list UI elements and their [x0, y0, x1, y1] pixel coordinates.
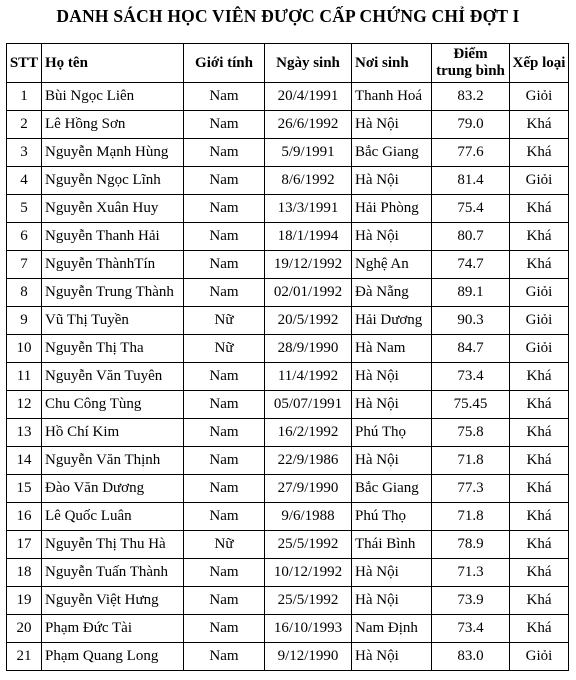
cell-dob: 9/12/1990 — [265, 643, 352, 671]
cell-score: 75.4 — [432, 195, 510, 223]
cell-dob: 13/3/1991 — [265, 195, 352, 223]
cell-stt: 9 — [7, 307, 42, 335]
cell-rank: Giỏi — [510, 167, 569, 195]
cell-birthplace: Hà Nội — [352, 643, 432, 671]
cell-score: 83.2 — [432, 83, 510, 111]
table-row — [7, 643, 569, 671]
header-birthplace: Nơi sinh — [352, 44, 432, 83]
cell-stt: 3 — [7, 139, 42, 167]
cell-birthplace: Nam Định — [352, 615, 432, 643]
cell-name: Nguyễn Thanh Hải — [42, 223, 184, 251]
cell-name: Nguyễn Thị Tha — [42, 335, 184, 363]
cell-rank: Khá — [510, 391, 569, 419]
cell-birthplace: Thái Bình — [352, 531, 432, 559]
cell-gender: Nam — [184, 587, 265, 615]
cell-rank: Khá — [510, 559, 569, 587]
cell-gender: Nam — [184, 195, 265, 223]
cell-score: 74.7 — [432, 251, 510, 279]
cell-gender: Nam — [184, 279, 265, 307]
cell-birthplace: Hải Phòng — [352, 195, 432, 223]
header-gender: Giới tính — [184, 44, 265, 83]
cell-birthplace: Hà Nội — [352, 587, 432, 615]
cell-name: Nguyễn ThànhTín — [42, 251, 184, 279]
table-row — [7, 167, 569, 195]
cell-dob: 26/6/1992 — [265, 111, 352, 139]
cell-stt: 10 — [7, 335, 42, 363]
cell-birthplace: Hà Nam — [352, 335, 432, 363]
cell-rank: Giỏi — [510, 643, 569, 671]
cell-dob: 19/12/1992 — [265, 251, 352, 279]
header-rank: Xếp loại — [510, 44, 569, 83]
cell-score: 77.6 — [432, 139, 510, 167]
cell-dob: 22/9/1986 — [265, 447, 352, 475]
cell-gender: Nam — [184, 643, 265, 671]
cell-dob: 25/5/1992 — [265, 587, 352, 615]
table-row — [7, 223, 569, 251]
header-score-line2: trung bình — [436, 63, 505, 79]
cell-name: Nguyễn Trung Thành — [42, 279, 184, 307]
table-body — [7, 83, 569, 671]
cell-birthplace: Bắc Giang — [352, 139, 432, 167]
cell-dob: 20/5/1992 — [265, 307, 352, 335]
cell-rank: Khá — [510, 195, 569, 223]
cell-birthplace: Hà Nội — [352, 111, 432, 139]
cell-dob: 16/10/1993 — [265, 615, 352, 643]
cell-rank: Giỏi — [510, 307, 569, 335]
cell-name: Lê Quốc Luân — [42, 503, 184, 531]
header-score-line1: Điểm — [453, 46, 488, 62]
cell-dob: 28/9/1990 — [265, 335, 352, 363]
cell-dob: 8/6/1992 — [265, 167, 352, 195]
table-row — [7, 307, 569, 335]
cell-score: 71.8 — [432, 447, 510, 475]
table-row — [7, 615, 569, 643]
cell-dob: 5/9/1991 — [265, 139, 352, 167]
cell-gender: Nam — [184, 251, 265, 279]
cell-stt: 15 — [7, 475, 42, 503]
cell-rank: Giỏi — [510, 279, 569, 307]
cell-gender: Nam — [184, 83, 265, 111]
cell-rank: Khá — [510, 587, 569, 615]
cell-name: Nguyễn Ngọc Lĩnh — [42, 167, 184, 195]
cell-name: Chu Công Tùng — [42, 391, 184, 419]
cell-birthplace: Phú Thọ — [352, 419, 432, 447]
cell-rank: Khá — [510, 363, 569, 391]
table-row — [7, 391, 569, 419]
cell-rank: Khá — [510, 503, 569, 531]
cell-gender: Nữ — [184, 307, 265, 335]
cell-dob: 02/01/1992 — [265, 279, 352, 307]
table-row — [7, 195, 569, 223]
cell-name: Lê Hồng Sơn — [42, 111, 184, 139]
cell-stt: 12 — [7, 391, 42, 419]
cell-score: 73.9 — [432, 587, 510, 615]
cell-stt: 8 — [7, 279, 42, 307]
cell-score: 75.45 — [432, 391, 510, 419]
table-row — [7, 503, 569, 531]
cell-score: 75.8 — [432, 419, 510, 447]
cell-rank: Giỏi — [510, 83, 569, 111]
cell-name: Phạm Quang Long — [42, 643, 184, 671]
table-row — [7, 587, 569, 615]
header-stt: STT — [7, 44, 42, 83]
cell-gender: Nam — [184, 167, 265, 195]
header-dob: Ngày sinh — [265, 44, 352, 83]
cell-rank: Khá — [510, 447, 569, 475]
cell-stt: 14 — [7, 447, 42, 475]
cell-gender: Nam — [184, 139, 265, 167]
cell-name: Nguyễn Xuân Huy — [42, 195, 184, 223]
cell-name: Nguyễn Văn Thịnh — [42, 447, 184, 475]
cell-gender: Nam — [184, 503, 265, 531]
cell-dob: 10/12/1992 — [265, 559, 352, 587]
page-title: DANH SÁCH HỌC VIÊN ĐƯỢC CẤP CHỨNG CHỈ ĐỢT I — [56, 6, 520, 26]
cell-score: 79.0 — [432, 111, 510, 139]
cell-rank: Khá — [510, 139, 569, 167]
cell-stt: 16 — [7, 503, 42, 531]
cell-birthplace: Hà Nội — [352, 559, 432, 587]
cell-birthplace: Hà Nội — [352, 223, 432, 251]
cell-birthplace: Thanh Hoá — [352, 83, 432, 111]
cell-name: Nguyễn Việt Hưng — [42, 587, 184, 615]
cell-rank: Giỏi — [510, 335, 569, 363]
cell-score: 83.0 — [432, 643, 510, 671]
cell-score: 73.4 — [432, 615, 510, 643]
cell-rank: Khá — [510, 531, 569, 559]
table-row — [7, 475, 569, 503]
cell-name: Bùi Ngọc Liên — [42, 83, 184, 111]
table-row — [7, 419, 569, 447]
cell-gender: Nam — [184, 111, 265, 139]
cell-stt: 19 — [7, 587, 42, 615]
cell-gender: Nam — [184, 615, 265, 643]
cell-rank: Khá — [510, 251, 569, 279]
cell-name: Vũ Thị Tuyền — [42, 307, 184, 335]
cell-dob: 18/1/1994 — [265, 223, 352, 251]
table-row — [7, 447, 569, 475]
cell-score: 90.3 — [432, 307, 510, 335]
cell-birthplace: Đà Nẵng — [352, 279, 432, 307]
cell-stt: 7 — [7, 251, 42, 279]
cell-stt: 21 — [7, 643, 42, 671]
cell-name: Nguyễn Văn Tuyên — [42, 363, 184, 391]
cell-rank: Khá — [510, 419, 569, 447]
table-row — [7, 559, 569, 587]
cell-gender: Nữ — [184, 531, 265, 559]
cell-dob: 20/4/1991 — [265, 83, 352, 111]
cell-stt: 6 — [7, 223, 42, 251]
cell-birthplace: Hải Dương — [352, 307, 432, 335]
cell-score: 84.7 — [432, 335, 510, 363]
cell-stt: 2 — [7, 111, 42, 139]
table-row — [7, 279, 569, 307]
cell-gender: Nam — [184, 447, 265, 475]
cell-name: Nguyễn Thị Thu Hà — [42, 531, 184, 559]
cell-stt: 11 — [7, 363, 42, 391]
header-score — [432, 44, 510, 83]
cell-score: 80.7 — [432, 223, 510, 251]
table-header-row — [7, 44, 569, 83]
cell-stt: 20 — [7, 615, 42, 643]
table-row — [7, 251, 569, 279]
cell-birthplace: Phú Thọ — [352, 503, 432, 531]
cell-birthplace: Hà Nội — [352, 391, 432, 419]
cell-name: Nguyễn Mạnh Hùng — [42, 139, 184, 167]
table-row — [7, 335, 569, 363]
cell-score: 81.4 — [432, 167, 510, 195]
cell-birthplace: Hà Nội — [352, 363, 432, 391]
cell-stt: 1 — [7, 83, 42, 111]
student-table — [6, 43, 569, 671]
cell-dob: 05/07/1991 — [265, 391, 352, 419]
cell-rank: Khá — [510, 111, 569, 139]
cell-dob: 25/5/1992 — [265, 531, 352, 559]
cell-gender: Nam — [184, 559, 265, 587]
cell-score: 78.9 — [432, 531, 510, 559]
cell-dob: 27/9/1990 — [265, 475, 352, 503]
cell-score: 89.1 — [432, 279, 510, 307]
cell-gender: Nam — [184, 419, 265, 447]
cell-gender: Nam — [184, 363, 265, 391]
cell-dob: 11/4/1992 — [265, 363, 352, 391]
cell-gender: Nam — [184, 223, 265, 251]
cell-gender: Nữ — [184, 335, 265, 363]
cell-stt: 17 — [7, 531, 42, 559]
table-row — [7, 139, 569, 167]
cell-dob: 9/6/1988 — [265, 503, 352, 531]
table-row — [7, 83, 569, 111]
cell-stt: 4 — [7, 167, 42, 195]
table-row — [7, 111, 569, 139]
cell-stt: 13 — [7, 419, 42, 447]
cell-stt: 5 — [7, 195, 42, 223]
cell-birthplace: Hà Nội — [352, 447, 432, 475]
cell-birthplace: Bắc Giang — [352, 475, 432, 503]
table-row — [7, 363, 569, 391]
cell-score: 77.3 — [432, 475, 510, 503]
cell-birthplace: Nghệ An — [352, 251, 432, 279]
cell-name: Hồ Chí Kim — [42, 419, 184, 447]
cell-name: Đào Văn Dương — [42, 475, 184, 503]
cell-name: Phạm Đức Tài — [42, 615, 184, 643]
cell-gender: Nam — [184, 475, 265, 503]
cell-rank: Khá — [510, 475, 569, 503]
cell-score: 73.4 — [432, 363, 510, 391]
cell-name: Nguyễn Tuấn Thành — [42, 559, 184, 587]
cell-score: 71.3 — [432, 559, 510, 587]
cell-birthplace: Hà Nội — [352, 167, 432, 195]
cell-stt: 18 — [7, 559, 42, 587]
cell-rank: Khá — [510, 615, 569, 643]
cell-score: 71.8 — [432, 503, 510, 531]
header-name: Họ tên — [42, 44, 184, 83]
cell-gender: Nam — [184, 391, 265, 419]
cell-dob: 16/2/1992 — [265, 419, 352, 447]
table-row — [7, 531, 569, 559]
cell-rank: Khá — [510, 223, 569, 251]
